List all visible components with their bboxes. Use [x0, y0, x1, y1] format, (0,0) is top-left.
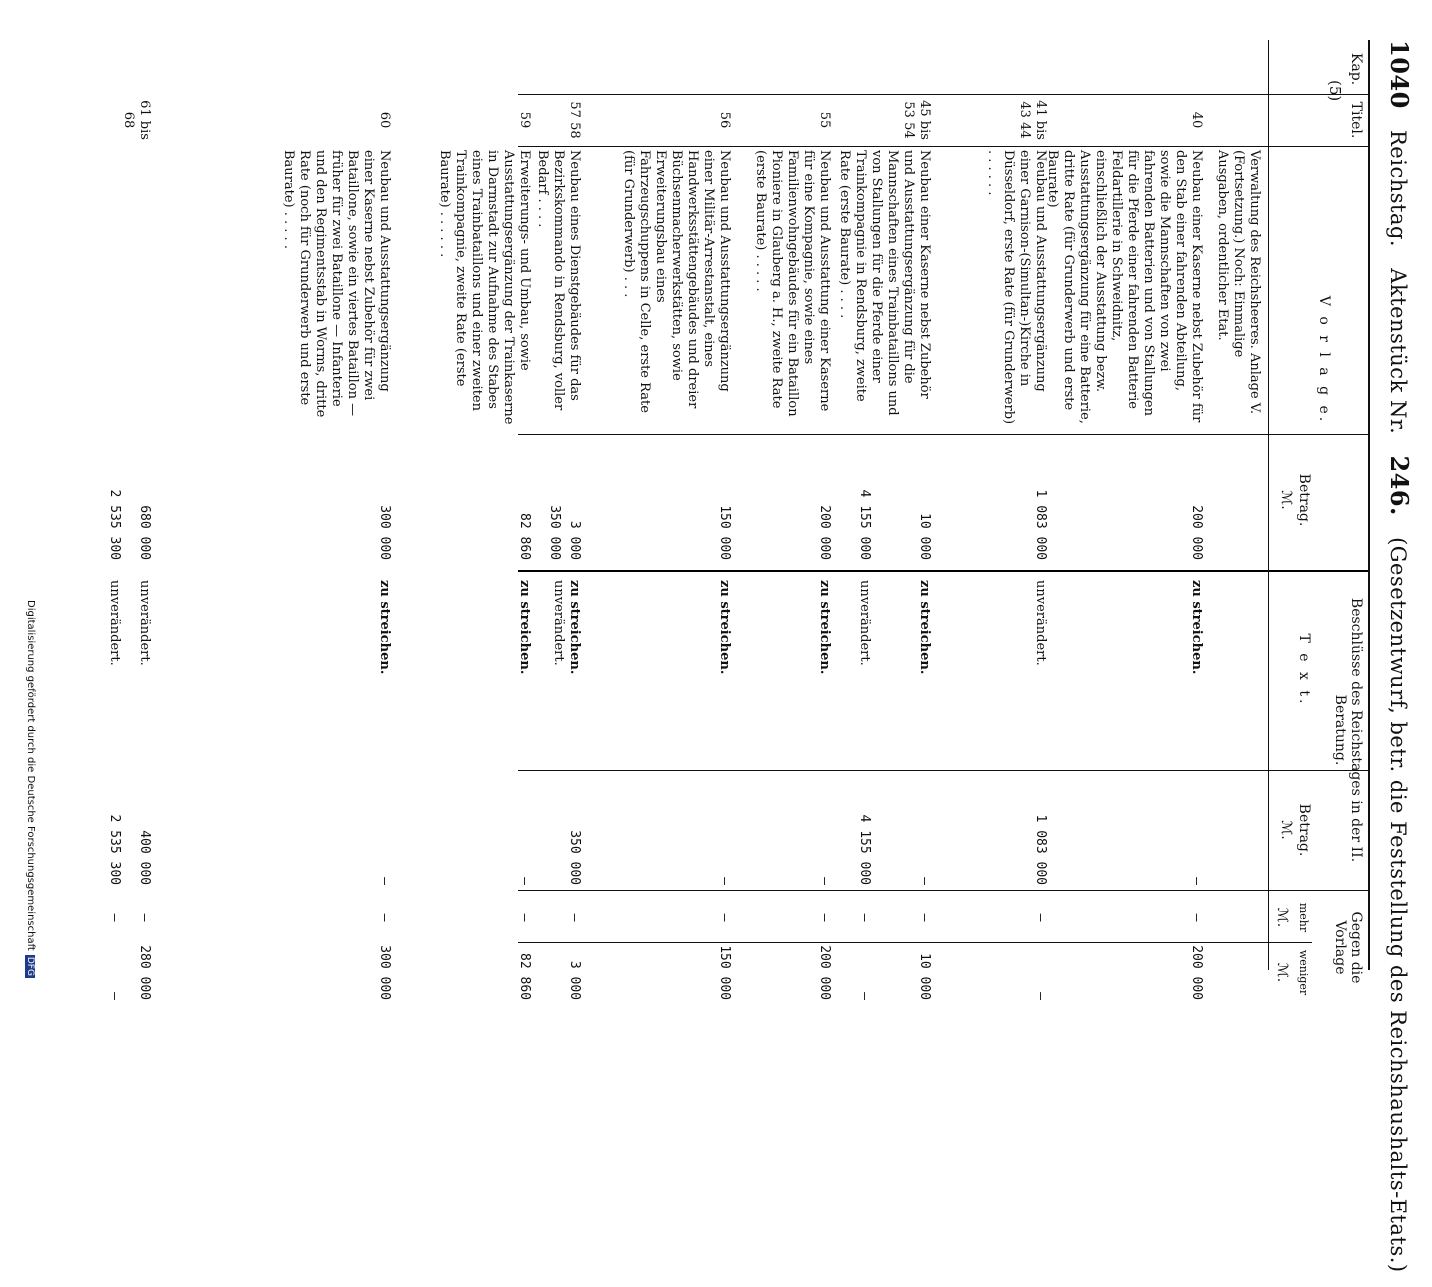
cell-betrag2: 1 083 000	[1033, 814, 1048, 885]
cell-betrag: 3 000	[567, 520, 582, 560]
cell-mehr: —	[1033, 913, 1048, 922]
cell-mehr: —	[1189, 913, 1204, 922]
cell-beschluss	[856, 580, 872, 770]
cell-beschluss: zu streichen. unverändert.	[550, 580, 582, 770]
cell-weniger: 300 000	[377, 945, 392, 1000]
cell-titel: 57 58	[567, 101, 582, 139]
cell-betrag: 150 000	[717, 505, 732, 560]
divider	[518, 146, 1368, 147]
cell-weniger: —	[107, 992, 122, 1000]
cell-beschluss: zu streichen.	[1189, 580, 1204, 675]
cell-betrag: 680 000	[137, 505, 152, 560]
divider	[518, 770, 1368, 771]
footer-text	[20, 600, 36, 990]
cell-description: Neubau und Ausstattung einer Kaserne für eine Kompagnie, sowie eines Familienwohngebäudes für ein Bataillon Pioniere in Glauberg a. H., zweite Rate (erste Baurate) . . . . .	[753, 150, 832, 417]
cell-beschluss: zu streichen.	[917, 580, 932, 675]
cell-weniger: 150 000	[717, 945, 732, 1000]
cell-beschluss: zu streichen.	[817, 580, 832, 675]
cell-titel: 60	[377, 111, 392, 129]
header-nr: 246.	[1385, 455, 1414, 516]
cell-weniger: —	[857, 992, 872, 1000]
col-kap: Kap.	[1348, 52, 1364, 86]
cell-titel: 45 bis 53 54	[901, 100, 932, 140]
cell-betrag2: —	[517, 877, 532, 885]
cell-description: Neubau einer Kaserne nebst Zubehör und Ausstattungsergänzung für die Mannschaften eines Trainbataillons und von Stallungen für die Pferde einer Trainkompagnie in Rendsburg, zweite Rate (erste Baurate) . . . .	[837, 150, 932, 416]
cell-unveraendert: unverändert.	[1033, 580, 1048, 666]
cell-betrag: 350 000	[547, 505, 562, 560]
divider	[518, 890, 1368, 891]
cell-betrag: 200 000	[1189, 505, 1204, 560]
cell-description: Neubau einer Kaserne nebst Zubehör für den Stab einer fahrenden Abteilung, sowie die Mannschaften von zwei fahrenden Batterien und von Stallungen für die Pferde einer fahrenden Batterie Feldartillerie in Schweidnitz, einschließlich der Ausstattung bezw. Ausstattungsergänzung für eine Batterie, dritte Rate (für Grunderwerb und erste Baurate)	[1045, 150, 1204, 424]
col-titel: Titel.	[1348, 101, 1364, 139]
col-mark3: ℳ.	[1274, 907, 1290, 928]
cell-mehr: —	[517, 913, 532, 922]
col-mark: ℳ.	[1278, 490, 1294, 510]
cell-betrag2: 400 000	[137, 830, 152, 885]
cell-description: Neubau und Ausstattungsergänzung einer Garnison-(Simultan-)Kirche in Düsseldorf, erste Rate (für Grunderwerb) . . . . . .	[985, 150, 1048, 425]
col-weniger: weniger	[1297, 949, 1310, 996]
cell-betrag2: 350 000	[567, 830, 582, 885]
cell-description: Neubau und Ausstattungsergänzung einer Militär-Arrestanstalt, eines Handwerksstättengebäudes und dreier Büchsenmacherwerkstätten, sowie Erweiterungsbau eines Fahrzeugschuppens in Celle, erste Rate (für Grunderwerb) . . .	[621, 150, 732, 413]
cell-weniger: 82 860	[517, 953, 532, 1000]
cell-betrag: 1 083 000	[1033, 489, 1048, 560]
cell-mehr: —	[137, 913, 152, 922]
cell-betrag: 200 000	[817, 505, 832, 560]
header-title: (Gesetzentwurf, betr. die Feststellung des Reichshaushalts-Etats.)	[1386, 537, 1410, 1273]
cell-titel: 41 bis 43 44	[1017, 100, 1048, 140]
footer-credit: Digitalisierung gefördert durch die Deutsche Forschungsgemeinschaft	[25, 600, 36, 951]
footer	[2, 600, 36, 990]
cell-betrag2: —	[717, 877, 732, 885]
cell-betrag2: 2 535 300	[107, 814, 122, 885]
cell-unveraendert: unverändert.	[107, 580, 122, 666]
cell-unveraendert: unverändert.	[857, 580, 872, 666]
divider	[518, 94, 1368, 95]
cell-weniger: —	[1033, 992, 1048, 1000]
cell-titel: 61 bis 68	[121, 100, 152, 140]
cell-mehr: —	[377, 913, 392, 922]
cell-betrag2: —	[817, 877, 832, 885]
cell-beschluss: zu streichen.	[717, 580, 732, 675]
cell-beschluss	[1032, 580, 1048, 770]
col-vorlage: V o r l a g e.	[1316, 295, 1332, 425]
dfg-logo: DFG	[25, 956, 35, 976]
divider	[518, 570, 1368, 572]
cell-titel: 59	[517, 111, 532, 129]
cell-description: Neubau und Ausstattungsergänzung einer Kaserne nebst Zubehör für zwei Bataillone, sowie ein viertes Bataillon — früher für zwei Bataillone — Infanterie und den Regimentsstab in Worms, dritte Rate (noch für Grunderwerb und erste Baurate) . . . . .	[281, 150, 392, 418]
header-doc: Reichstag.	[1386, 129, 1410, 248]
cell-weniger: 200 000	[1189, 945, 1204, 1000]
page-number: 1040	[1385, 40, 1414, 109]
cell-unveraendert: unverändert.	[137, 580, 152, 666]
cell-weniger: 10 000	[917, 953, 932, 1000]
col-mark2: ℳ.	[1278, 820, 1294, 840]
cell-description: Verwaltung des Reichsheeres. Anlage V. (Fortsetzung.) Noch: Einmalige Ausgaben, ordentlicher Etat.	[1215, 150, 1262, 415]
cell-weniger: 3 000	[567, 960, 582, 1000]
column-header-rule	[1268, 40, 1269, 970]
col-beschluesse: Beschlüsse des Reichstages in der II. Beratung.	[1332, 597, 1364, 863]
cell-beschluss	[106, 580, 122, 770]
cell-mehr: —	[107, 913, 122, 922]
cell-mehr: —	[717, 913, 732, 922]
cell-weniger: 280 000	[137, 945, 152, 1000]
cell-description: Erweiterungs- und Umbau, sowie Ausstattungsergänzung der Trainkaserne in Darmstadt zur Aufnahme des Stabes eines Trainbataillons und einer zweiten Trainkompagnie, zweite Rate (erste Baurate) . . . . . .	[437, 150, 532, 425]
cell-titel: 56	[717, 111, 732, 129]
cell-mehr: —	[817, 913, 832, 922]
cell-mehr: —	[857, 913, 872, 922]
header-aktenstueck: Aktenstück Nr.	[1386, 268, 1410, 435]
header-rule	[1368, 40, 1370, 970]
cell-betrag2: —	[1189, 877, 1204, 885]
cell-betrag: 300 000	[377, 505, 392, 560]
col-mehr: mehr	[1297, 902, 1310, 933]
section-marker: (5)	[1326, 80, 1344, 102]
cell-weniger: 200 000	[817, 945, 832, 1000]
cell-titel: 55	[817, 111, 832, 129]
cell-betrag2: —	[377, 877, 392, 885]
cell-betrag: 10 000	[917, 513, 932, 560]
cell-betrag: 2 535 300	[107, 489, 122, 560]
cell-description: Neubau eines Dienstgebäudes für das Bezirkskommando in Rendsburg, voller Bedarf . . . .	[535, 150, 582, 411]
page-header	[1374, 40, 1414, 1273]
col-gegen: Gegen die Vorlage	[1332, 911, 1364, 984]
col-betrag: Betrag.	[1296, 473, 1312, 527]
cell-mehr: —	[567, 913, 582, 922]
divider	[518, 434, 1368, 435]
cell-betrag: 4 155 000	[857, 489, 872, 560]
cell-betrag2: 4 155 000	[857, 814, 872, 885]
cell-mehr: —	[917, 913, 932, 922]
col-mark4: ℳ.	[1274, 962, 1290, 983]
cell-titel: 40	[1189, 111, 1204, 129]
divider	[518, 942, 1312, 943]
cell-beschluss: zu streichen.	[517, 580, 532, 675]
cell-beschluss: zu streichen.	[377, 580, 392, 675]
cell-unveraendert: unverändert.	[551, 580, 566, 666]
cell-betrag: 82 860	[517, 513, 532, 560]
cell-beschluss	[136, 580, 152, 770]
col-text: T e x t.	[1296, 633, 1312, 707]
col-betrag2: Betrag.	[1296, 803, 1312, 857]
cell-betrag2: —	[917, 877, 932, 885]
